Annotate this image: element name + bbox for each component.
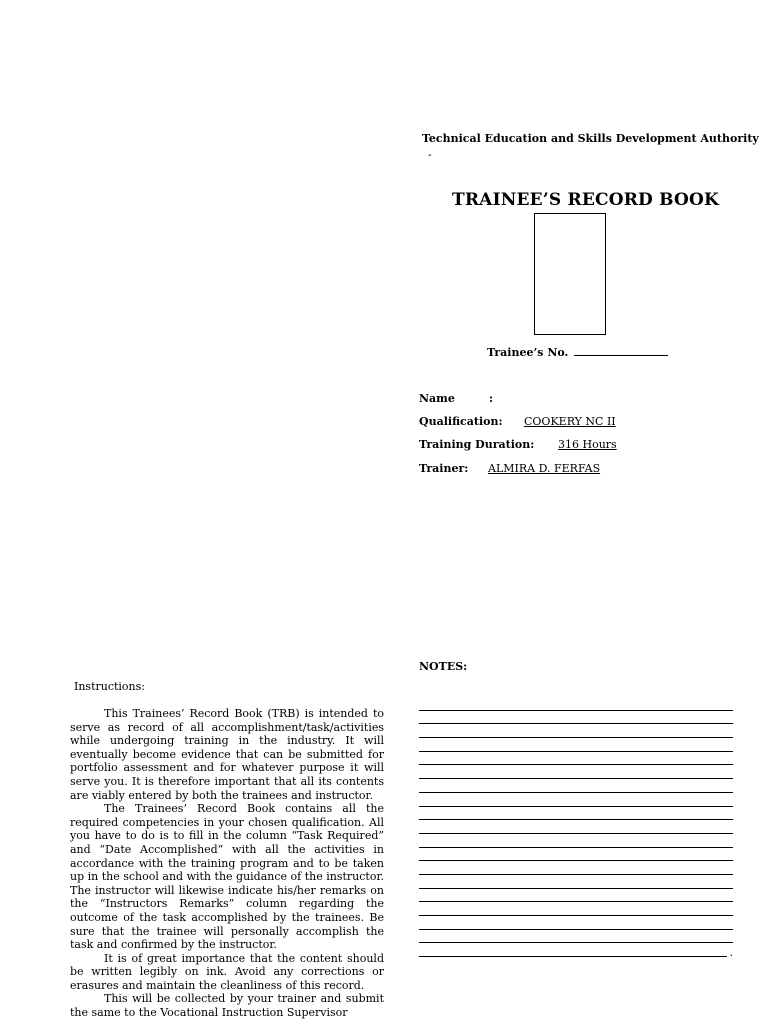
instructions-body bbox=[70, 707, 384, 1020]
name-label: Name bbox=[419, 392, 455, 405]
note-line-last[interactable] bbox=[419, 943, 727, 957]
qualification-row bbox=[419, 415, 616, 428]
trainee-number-label: Trainee’s No. bbox=[487, 346, 569, 359]
instructions-paragraph: The Trainees’ Record Book contains all the required competencies in your chosen qualification. All you have to do is to fill in the column “Task Required” and “Date Accomplished” with all the activities in accordance with the training program and to be taken up in the school and with the guidance of the instructor. The instructor will likewise indicate his/her remarks on the “Instructors Remarks” column regarding the outcome of the task accomplished by the trainees. Be sure that the trainee will personally accomplish the task and confirmed by the instructor. bbox=[70, 802, 384, 952]
training-duration-label: Training Duration: bbox=[419, 438, 535, 451]
note-line[interactable] bbox=[419, 889, 733, 903]
note-line[interactable] bbox=[419, 861, 733, 875]
agency-name: Technical Education and Skills Development Authority bbox=[422, 132, 759, 145]
header-dash: - bbox=[428, 148, 432, 161]
photo-box bbox=[534, 213, 606, 335]
note-line[interactable] bbox=[419, 807, 733, 821]
note-line[interactable] bbox=[419, 902, 733, 916]
name-row bbox=[419, 392, 559, 405]
instructions-paragraph: This Trainees’ Record Book (TRB) is intended to serve as record of all accomplishment/task/activities while undergoing training in the industry. It will eventually become evidence that can be submitted for portfolio assessment and for whatever purpose it will serve you. It is therefore important that all its contents are viably entered by both the trainees and instructor. bbox=[70, 707, 384, 802]
note-line[interactable] bbox=[419, 834, 733, 848]
page-title: TRAINEE’S RECORD BOOK bbox=[452, 190, 719, 210]
name-colon: : bbox=[489, 392, 494, 405]
notes-label: NOTES: bbox=[419, 660, 468, 673]
trainee-number-blank[interactable] bbox=[574, 345, 668, 356]
training-duration-row bbox=[419, 438, 617, 451]
note-line[interactable] bbox=[419, 820, 733, 834]
instructions-title: Instructions: bbox=[74, 680, 145, 693]
instructions-paragraph: This will be collected by your trainer and submit the same to the Vocational Instruction Supervisor bbox=[70, 992, 384, 1020]
trainee-number-field bbox=[487, 345, 668, 359]
note-line[interactable] bbox=[419, 779, 733, 793]
trainer-value: ALMIRA D. FERFAS bbox=[488, 462, 601, 475]
note-line[interactable] bbox=[419, 930, 733, 944]
trainer-label: Trainer: bbox=[419, 462, 469, 475]
note-line[interactable] bbox=[419, 738, 733, 752]
note-line[interactable] bbox=[419, 848, 733, 862]
note-line[interactable] bbox=[419, 724, 733, 738]
note-line[interactable] bbox=[419, 765, 733, 779]
notes-lines[interactable] bbox=[419, 697, 733, 957]
instructions-paragraph: It is of great importance that the content should be written legibly on ink. Avoid any corrections or erasures and maintain the cleanliness of this record. bbox=[70, 951, 384, 992]
note-line[interactable] bbox=[419, 916, 733, 930]
training-duration-value: 316 Hours bbox=[558, 438, 617, 451]
note-line[interactable] bbox=[419, 875, 733, 889]
qualification-value: COOKERY NC II bbox=[524, 415, 616, 428]
qualification-label: Qualification: bbox=[419, 415, 503, 428]
note-line[interactable] bbox=[419, 697, 733, 711]
note-line[interactable] bbox=[419, 793, 733, 807]
note-line[interactable] bbox=[419, 752, 733, 766]
trainer-row bbox=[419, 462, 600, 475]
note-line[interactable] bbox=[419, 711, 733, 725]
